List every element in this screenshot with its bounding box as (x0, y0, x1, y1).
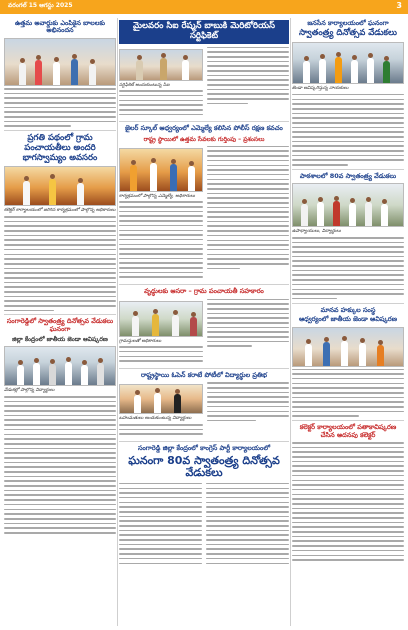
subheadline: జిల్లా కేంద్రంలో జాతీయ జెండా ఆవిష్కరణ (12, 336, 108, 344)
headline: జైలర్ స్కూల్ ఆధ్వర్యంలో ఎమ్మెల్యే కలిసిన పోలీస్ రక్షణ కవచం (125, 124, 283, 133)
article-text (207, 146, 289, 281)
article-text (4, 216, 116, 311)
news-photo (292, 183, 404, 227)
column-center (119, 18, 289, 626)
headline: ఆధ్వర్యంలో జాతీయ జెండా ఆవిష్కరణ (298, 315, 398, 324)
headline-kicker: మానవ హక్కుల సంస్థ (320, 305, 376, 314)
news-photo (292, 42, 404, 84)
photo-caption: వేడుకల్లో పాల్గొన్న విద్యార్థులు (4, 388, 55, 394)
photo-caption: ఉపాధ్యాయులు, విద్యార్థులు (292, 229, 341, 235)
column-divider (117, 18, 118, 626)
article-text (292, 369, 404, 417)
headline: ఘనంగా 80వ స్వాతంత్ర్య దినోత్సవ వేడుకలు (128, 453, 280, 480)
news-photo (119, 384, 203, 414)
news-photo (119, 301, 203, 337)
headline: కలెక్టర్ కార్యాలయంలో పతాకావిష్కరణ చేసిన అదనపు కలెక్టర్ (299, 423, 397, 439)
article-text (206, 483, 289, 567)
article-text (4, 88, 116, 127)
column-divider (290, 18, 291, 626)
masthead-date: వరంగల్ 15 ఆగస్టు 2025 (8, 2, 73, 9)
news-photo (4, 166, 116, 206)
photo-caption: కలెక్టర్ కార్యాలయంలో జరిగిన కార్యక్రమంలో పాల్గొన్న అధికారులు (4, 208, 116, 214)
headline: స్వాతంత్ర్య దినోత్సవ వేడుకలు (299, 28, 397, 39)
photo-caption: కార్యక్రమంలో పాల్గొన్న ఎమ్మెల్యే, అధికారులు (119, 193, 195, 199)
news-photo (292, 327, 404, 367)
article-text (292, 237, 404, 300)
article-text (292, 94, 404, 166)
subheadline: రాష్ట్ర స్థాయిలో ఉత్తమ సేవలకు గుర్తింపు – ప్రశంసలు (143, 135, 265, 143)
column-right (292, 18, 404, 626)
article-text (207, 299, 289, 365)
article-text (207, 47, 289, 119)
article-text (4, 396, 116, 534)
article-text (207, 382, 289, 438)
headline: రాష్ట్రస్థాయి ఓపెన్ కరాటే పోటీలో విద్యార్థుల ప్రతిభ (141, 370, 267, 379)
photo-caption: సర్టిఫికెట్ అందుకుంటున్న సిఐ (119, 82, 170, 88)
headline: మైలవరం సిఐ రేష్మన్ బాబుకి మెరిటోరియస్ సర్టిఫికెట్ (119, 20, 289, 44)
page-number: 3 (396, 1, 402, 10)
headline: ప్రగతి పథంలో గ్రామ పంచాయతీలు అందరి భాగస్వామ్యం అవసరం (22, 133, 98, 163)
news-photo (4, 346, 116, 386)
headline-kicker: జనసేన కార్యాలయంలో ఘనంగా (307, 19, 389, 27)
headline: వృద్ధులకు ఆసరా – గ్రామ పంచాయతీ సహకారం (144, 287, 264, 296)
news-photo (4, 38, 116, 86)
photo-caption: గ్రామస్తులతో అధికారులు (119, 338, 162, 344)
news-photo (119, 49, 203, 81)
photo-caption: జెండా ఆవిష్కరిస్తున్న నాయకులు (292, 86, 349, 92)
headline: ఉత్తమ అవార్డుకు ఎంపికైన బాలలకు అభినందన (15, 19, 105, 35)
masthead-bar (0, 0, 408, 14)
news-photo (119, 148, 203, 192)
article-text (119, 483, 202, 567)
headline: సంగారెడ్డిలో స్వాతంత్ర్య దినోత్సవ వేడుకలు ఘనంగా (6, 317, 114, 333)
photo-caption: బహుమతులు అందుకుంటున్న విద్యార్థులు (119, 416, 192, 422)
article-text (292, 442, 404, 561)
headline: పాఠశాలలో 80వ స్వాతంత్ర్య వేడుకలు (299, 171, 397, 180)
headline-kicker: సంగారెడ్డి జిల్లా కేంద్రంలో కాంగ్రెస్ పార్టీ కార్యాలయంలో (137, 444, 271, 453)
column-left (4, 18, 116, 626)
